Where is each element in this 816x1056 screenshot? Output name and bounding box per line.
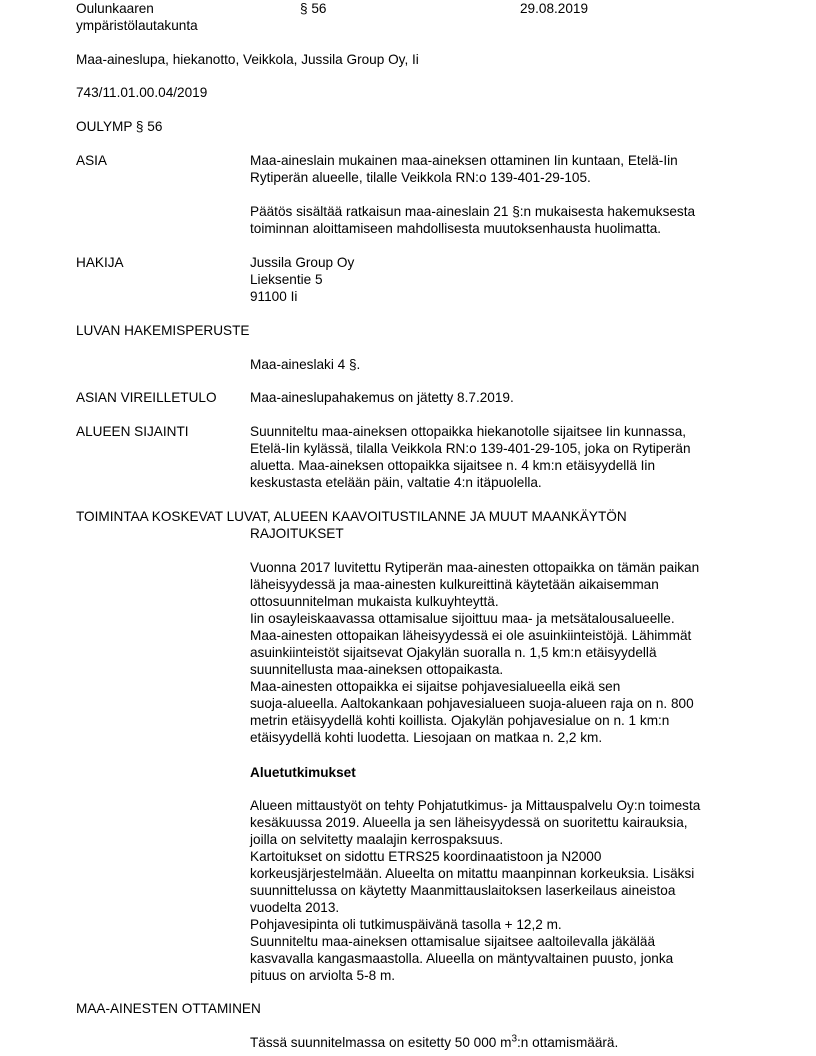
luvat-section <box>250 559 770 746</box>
aluetutkimukset-text: Alueen mittaustyöt on tehty Pohjatutkimus- ja Mittauspalvelu Oy:n toimesta kesäkuussa 2019. Alueella ja sen läheisyydessä on suoritettu kairauksia, joilla on selvitetty maalajin kerrospaksuus. Kartoitukset on sidottu ETRS25 koordinaatistoon ja N2000 korkeusjärjestelmään. Alueelta on mitattu maanpinnan korkeuksia. Lisäksi suunnittelussa on käytetty Maanmittauslaitoksen laserkeilaus aineistoa vuodelta 2013. Pohjavesipinta oli tutkimuspäivänä tasolla + 12,2 m. Suunniteltu maa-aineksen ottamisalue sijaitsee aaltoilevalla jäkälää kasvavalla kangasmaastolla. Alueella on mäntyvaltainen puusto, jonka pituus on arviolta 5-8 m. <box>250 798 701 983</box>
asia-label: ASIA <box>76 153 107 168</box>
vireilletulo-text: Maa-aineslupahakemus on jätetty 8.7.2019. <box>250 390 514 405</box>
section-number: § 56 <box>300 1 327 16</box>
asia-section <box>250 152 770 237</box>
meeting-date: 29.08.2019 <box>520 1 589 16</box>
ottaminen-label: MAA-AINESTEN OTTAMINEN <box>76 1001 261 1016</box>
applicant-street: Lieksentie 5 <box>250 272 323 287</box>
asia-paragraph-1: Maa-aineslain mukainen maa-aineksen ottaminen Iin kuntaan, Etelä-Iin Rytiperän alueelle, tilalle Veikkola RN:o 139-401-29-105. <box>250 153 678 185</box>
reference-number: 743/11.01.00.04/2019 <box>76 85 208 100</box>
applicant-postal: 91100 Ii <box>250 289 298 304</box>
applicant-name: Jussila Group Oy <box>250 255 355 270</box>
luvat-label: TOIMINTAA KOSKEVAT LUVAT, ALUEEN KAAVOITUSTILANNE JA MUUT MAANKÄYTÖN <box>76 509 627 524</box>
vireilletulo-label: ASIAN VIREILLETULO <box>76 390 217 405</box>
sijainti-text: Suunniteltu maa-aineksen ottopaikka hiekanotolle sijaitsee Iin kunnassa, Etelä-Iin kylässä, tilalla Veikkola RN:o 139-401-29-105, joka on Rytiperän aluetta. Maa-aineksen ottopaikka sijaitsee n. 4 km:n etäisyydellä Iin keskustasta etelään päin, valtatie 4:n itäpuolella. <box>250 424 691 490</box>
aluetutkimukset-section <box>250 797 770 984</box>
ottaminen-text: Tässä suunnitelmassa on esitetty 50 000 $m^3:n$ ottamismäärä. <box>250 1033 619 1050</box>
applicant-block <box>250 254 770 305</box>
sijainti-section <box>250 423 770 491</box>
hakija-label: HAKIJA <box>76 255 124 270</box>
luvat-text: Vuonna 2017 luvitettu Rytiperän maa-ainesten ottopaikka on tämän paikan läheisyydessä ja maa-ainesten kulkureittinä käytetään aikaisemman ottosuunnitelman mukaista kulkuyhteyttä. Iin osayleiskaavassa ottamisalue sijoittuu maa- ja metsätalousalueelle. Maa-ainesten ottopaikan läheisyydessä ei ole asuinkiinteistöjä. Lähimmät asuinkiinteistöt sijaitsevat Ojakylän suoralla n. 1,5 km:n etäisyydellä suunnitellusta maa-aineksen ottopaikasta. Maa-ainesten ottopaikka ei sijaitse pohjavesialueella eikä sen suoja-alueella. Aaltokankaan pohjavesialueen suoja-alueen raja on n. 800 metrin etäisyydellä kohti koillista. Ojakylän pohjavesialue on n. 1 km:n etäisyydellä kohti luodetta. Liesojaan on matkaa n. 2,2 km. <box>250 560 700 745</box>
reference-code: OULYMP § 56 <box>76 119 163 134</box>
organization-name: Oulunkaaren ympäristölautakunta <box>76 1 198 33</box>
luvat-label-continued: RAJOITUKSET <box>250 526 344 541</box>
document-title: Maa-ainеslupa, hiekanotto, Veikkola, Jussila Group Oy, Ii <box>76 52 419 67</box>
hakemisperuste-label: LUVAN HAKEMISPERUSTE <box>76 323 250 338</box>
aluetutkimukset-heading: Aluetutkimukset <box>250 765 356 780</box>
asia-paragraph-2: Päätös sisältää ratkaisun maa-aineslain 21 §:n mukaisesta hakemuksesta toiminnan aloittamiseen mahdollisesta muutoksenhausta huolimatta. <box>250 204 696 236</box>
hakemisperuste-text: Maa-aineslaki 4 §. <box>250 357 361 372</box>
sijainti-label: ALUEEN SIJAINTI <box>76 424 189 439</box>
